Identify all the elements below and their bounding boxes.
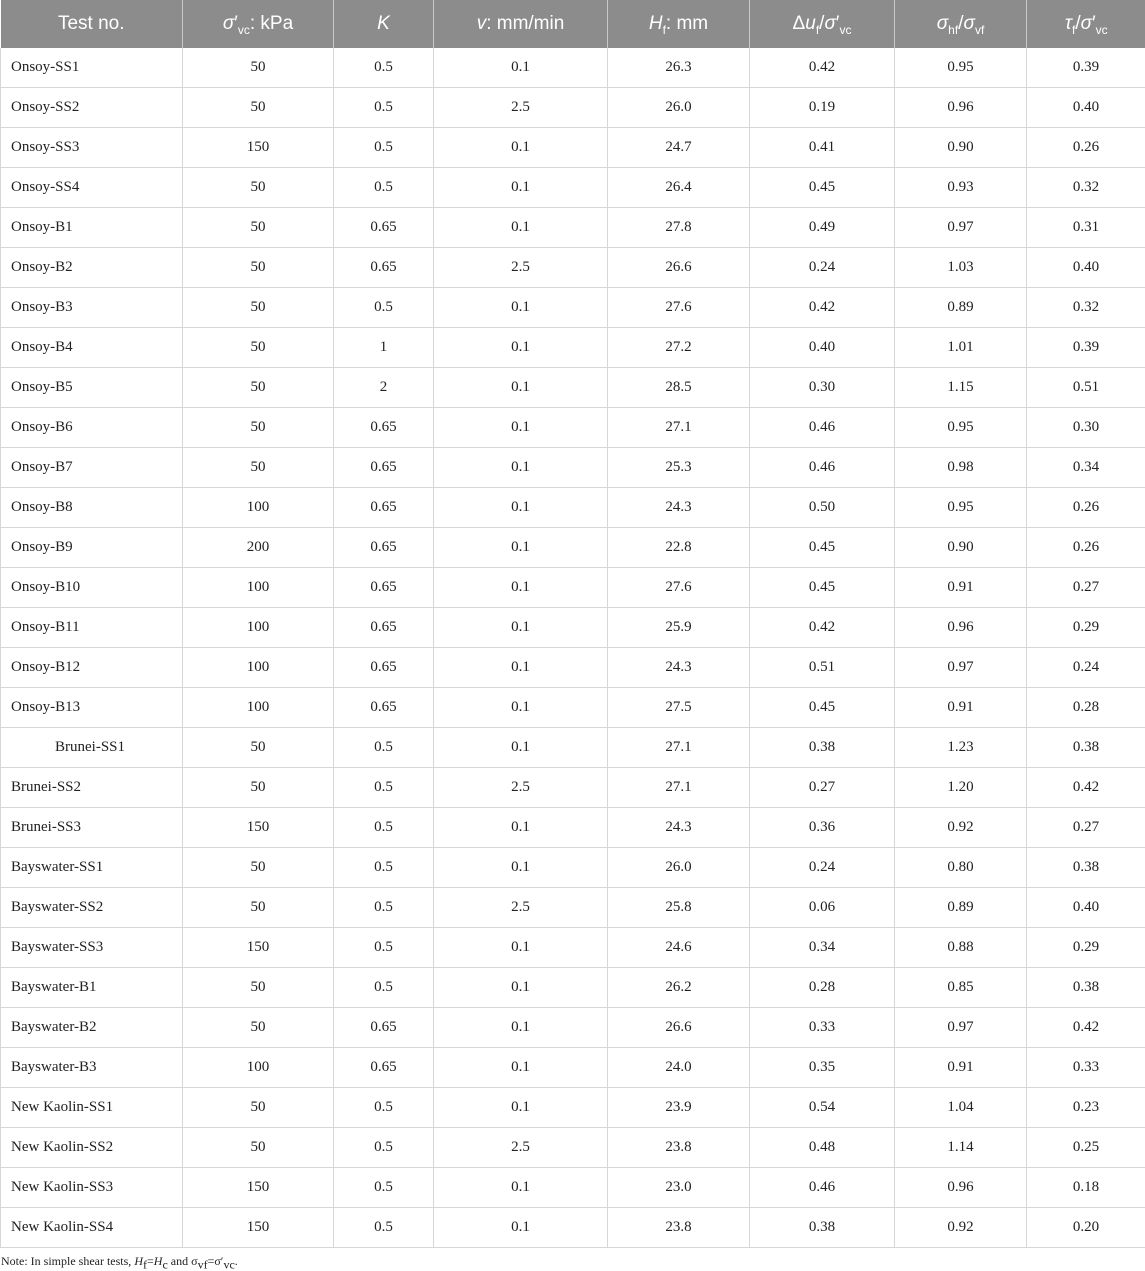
cell-v: 0.1 [434, 608, 608, 648]
cell-tau-f-ratio: 0.39 [1027, 328, 1145, 368]
table-row [1, 368, 1145, 408]
cell-delta-uf-ratio: 0.19 [750, 88, 895, 128]
cell-delta-uf-ratio: 0.50 [750, 488, 895, 528]
cell-sigma-hf-ratio: 0.97 [895, 648, 1027, 688]
table-row [1, 1008, 1145, 1048]
cell-delta-uf-ratio: 0.42 [750, 48, 895, 88]
cell-hf: 26.3 [608, 48, 750, 88]
cell-test-no: Bayswater-B3 [1, 1048, 183, 1088]
cell-sigma-vc: 150 [183, 128, 334, 168]
table-row [1, 1128, 1145, 1168]
cell-v: 0.1 [434, 648, 608, 688]
cell-delta-uf-ratio: 0.45 [750, 568, 895, 608]
cell-delta-uf-ratio: 0.42 [750, 288, 895, 328]
cell-hf: 24.7 [608, 128, 750, 168]
cell-sigma-vc: 100 [183, 488, 334, 528]
cell-sigma-hf-ratio: 1.03 [895, 248, 1027, 288]
cell-hf: 27.1 [608, 728, 750, 768]
cell-sigma-vc: 50 [183, 728, 334, 768]
cell-tau-f-ratio: 0.38 [1027, 848, 1145, 888]
cell-sigma-vc: 50 [183, 208, 334, 248]
cell-sigma-hf-ratio: 0.89 [895, 288, 1027, 328]
table-row [1, 328, 1145, 368]
cell-sigma-vc: 50 [183, 288, 334, 328]
cell-test-no: New Kaolin-SS1 [1, 1088, 183, 1128]
cell-k: 0.5 [334, 288, 434, 328]
cell-delta-uf-ratio: 0.45 [750, 528, 895, 568]
cell-tau-f-ratio: 0.20 [1027, 1208, 1145, 1248]
cell-hf: 27.2 [608, 328, 750, 368]
cell-tau-f-ratio: 0.34 [1027, 448, 1145, 488]
cell-k: 2 [334, 368, 434, 408]
cell-v: 0.1 [434, 728, 608, 768]
cell-tau-f-ratio: 0.33 [1027, 1048, 1145, 1088]
cell-hf: 26.0 [608, 848, 750, 888]
cell-v: 0.1 [434, 928, 608, 968]
cell-sigma-hf-ratio: 1.14 [895, 1128, 1027, 1168]
cell-sigma-vc: 50 [183, 88, 334, 128]
cell-test-no: Onsoy-B7 [1, 448, 183, 488]
cell-test-no: New Kaolin-SS3 [1, 1168, 183, 1208]
cell-delta-uf-ratio: 0.35 [750, 1048, 895, 1088]
cell-sigma-hf-ratio: 0.91 [895, 568, 1027, 608]
cell-hf: 26.0 [608, 88, 750, 128]
cell-delta-uf-ratio: 0.41 [750, 128, 895, 168]
cell-test-no: Onsoy-B9 [1, 528, 183, 568]
cell-test-no: Bayswater-SS3 [1, 928, 183, 968]
cell-test-no: Onsoy-SS2 [1, 88, 183, 128]
header-row [1, 0, 1145, 48]
table-row [1, 1048, 1145, 1088]
cell-v: 0.1 [434, 288, 608, 328]
cell-hf: 25.8 [608, 888, 750, 928]
cell-sigma-hf-ratio: 1.20 [895, 768, 1027, 808]
cell-k: 0.5 [334, 1208, 434, 1248]
table-row [1, 208, 1145, 248]
cell-test-no: Onsoy-B1 [1, 208, 183, 248]
table-row [1, 408, 1145, 448]
table-row [1, 608, 1145, 648]
cell-hf: 27.6 [608, 568, 750, 608]
cell-sigma-vc: 50 [183, 888, 334, 928]
cell-sigma-hf-ratio: 1.15 [895, 368, 1027, 408]
table-row [1, 448, 1145, 488]
cell-hf: 28.5 [608, 368, 750, 408]
cell-tau-f-ratio: 0.29 [1027, 608, 1145, 648]
table-row [1, 1168, 1145, 1208]
cell-test-no: Onsoy-B6 [1, 408, 183, 448]
cell-hf: 27.5 [608, 688, 750, 728]
cell-v: 0.1 [434, 48, 608, 88]
cell-sigma-hf-ratio: 1.04 [895, 1088, 1027, 1128]
cell-sigma-hf-ratio: 0.95 [895, 488, 1027, 528]
cell-k: 0.5 [334, 968, 434, 1008]
table-row [1, 528, 1145, 568]
cell-k: 0.65 [334, 408, 434, 448]
cell-sigma-vc: 150 [183, 1168, 334, 1208]
cell-v: 2.5 [434, 248, 608, 288]
cell-k: 0.65 [334, 208, 434, 248]
table-row [1, 768, 1145, 808]
cell-k: 0.5 [334, 728, 434, 768]
cell-v: 0.1 [434, 208, 608, 248]
cell-hf: 27.8 [608, 208, 750, 248]
cell-delta-uf-ratio: 0.51 [750, 648, 895, 688]
cell-sigma-hf-ratio: 0.92 [895, 1208, 1027, 1248]
cell-delta-uf-ratio: 0.38 [750, 728, 895, 768]
table-row [1, 488, 1145, 528]
cell-tau-f-ratio: 0.32 [1027, 288, 1145, 328]
cell-sigma-vc: 150 [183, 928, 334, 968]
cell-sigma-hf-ratio: 0.96 [895, 608, 1027, 648]
header-hf: $H_f$: mm [608, 0, 750, 48]
cell-delta-uf-ratio: 0.40 [750, 328, 895, 368]
cell-delta-uf-ratio: 0.34 [750, 928, 895, 968]
cell-delta-uf-ratio: 0.24 [750, 248, 895, 288]
cell-k: 0.5 [334, 928, 434, 968]
cell-v: 0.1 [434, 168, 608, 208]
cell-test-no: Bayswater-B1 [1, 968, 183, 1008]
cell-sigma-vc: 200 [183, 528, 334, 568]
cell-hf: 26.2 [608, 968, 750, 1008]
cell-test-no: Bayswater-SS1 [1, 848, 183, 888]
cell-delta-uf-ratio: 0.06 [750, 888, 895, 928]
cell-tau-f-ratio: 0.38 [1027, 968, 1145, 1008]
cell-test-no: Onsoy-B12 [1, 648, 183, 688]
header-sigma-hf-ratio: $\sigma_{hf}/\sigma_{vf}$ [895, 0, 1027, 48]
header-tau-f-ratio: $\tau_f/\sigma'_{vc}$ [1027, 0, 1145, 48]
cell-hf: 27.1 [608, 768, 750, 808]
table-row [1, 568, 1145, 608]
cell-test-no: New Kaolin-SS4 [1, 1208, 183, 1248]
cell-k: 0.65 [334, 688, 434, 728]
table-row [1, 1088, 1145, 1128]
cell-sigma-hf-ratio: 0.97 [895, 1008, 1027, 1048]
cell-sigma-hf-ratio: 0.98 [895, 448, 1027, 488]
cell-sigma-vc: 50 [183, 48, 334, 88]
cell-k: 0.5 [334, 808, 434, 848]
cell-sigma-hf-ratio: 0.95 [895, 48, 1027, 88]
cell-k: 0.5 [334, 768, 434, 808]
cell-delta-uf-ratio: 0.24 [750, 848, 895, 888]
cell-k: 0.65 [334, 448, 434, 488]
cell-delta-uf-ratio: 0.36 [750, 808, 895, 848]
cell-hf: 26.6 [608, 1008, 750, 1048]
cell-hf: 27.1 [608, 408, 750, 448]
cell-hf: 23.0 [608, 1168, 750, 1208]
cell-tau-f-ratio: 0.31 [1027, 208, 1145, 248]
cell-tau-f-ratio: 0.26 [1027, 128, 1145, 168]
cell-sigma-vc: 100 [183, 648, 334, 688]
cell-hf: 23.8 [608, 1208, 750, 1248]
cell-sigma-vc: 100 [183, 608, 334, 648]
cell-k: 0.5 [334, 48, 434, 88]
cell-sigma-hf-ratio: 1.01 [895, 328, 1027, 368]
cell-test-no: Bayswater-SS2 [1, 888, 183, 928]
table-row [1, 248, 1145, 288]
cell-sigma-hf-ratio: 0.80 [895, 848, 1027, 888]
cell-hf: 27.6 [608, 288, 750, 328]
cell-hf: 26.4 [608, 168, 750, 208]
cell-v: 0.1 [434, 128, 608, 168]
header-delta-uf-ratio: $\Delta u_f/\sigma'_{vc}$ [750, 0, 895, 48]
cell-delta-uf-ratio: 0.28 [750, 968, 895, 1008]
cell-sigma-hf-ratio: 0.91 [895, 688, 1027, 728]
cell-tau-f-ratio: 0.42 [1027, 768, 1145, 808]
cell-v: 0.1 [434, 848, 608, 888]
cell-sigma-hf-ratio: 0.89 [895, 888, 1027, 928]
cell-tau-f-ratio: 0.26 [1027, 528, 1145, 568]
cell-sigma-vc: 100 [183, 688, 334, 728]
cell-sigma-vc: 50 [183, 408, 334, 448]
cell-hf: 26.6 [608, 248, 750, 288]
cell-k: 0.5 [334, 88, 434, 128]
cell-delta-uf-ratio: 0.46 [750, 408, 895, 448]
cell-tau-f-ratio: 0.27 [1027, 808, 1145, 848]
cell-v: 0.1 [434, 1008, 608, 1048]
cell-sigma-hf-ratio: 0.90 [895, 528, 1027, 568]
cell-v: 2.5 [434, 768, 608, 808]
cell-test-no: Onsoy-B13 [1, 688, 183, 728]
cell-sigma-vc: 150 [183, 808, 334, 848]
cell-test-no: Brunei-SS1 [1, 728, 183, 768]
cell-delta-uf-ratio: 0.54 [750, 1088, 895, 1128]
cell-sigma-vc: 50 [183, 168, 334, 208]
cell-test-no: Bayswater-B2 [1, 1008, 183, 1048]
cell-tau-f-ratio: 0.23 [1027, 1088, 1145, 1128]
cell-delta-uf-ratio: 0.46 [750, 1168, 895, 1208]
cell-k: 0.5 [334, 1128, 434, 1168]
table-row [1, 728, 1145, 768]
cell-sigma-hf-ratio: 0.91 [895, 1048, 1027, 1088]
table-row [1, 288, 1145, 328]
cell-delta-uf-ratio: 0.27 [750, 768, 895, 808]
cell-v: 0.1 [434, 448, 608, 488]
table-row [1, 648, 1145, 688]
table-note: Note: In simple shear tests, $H_f=H_c$ and $\sigma_{vf}=\sigma'_{vc}$. [0, 1248, 1145, 1269]
table-row [1, 968, 1145, 1008]
cell-tau-f-ratio: 0.18 [1027, 1168, 1145, 1208]
cell-sigma-vc: 50 [183, 968, 334, 1008]
cell-k: 0.5 [334, 888, 434, 928]
cell-v: 0.1 [434, 1088, 608, 1128]
cell-v: 0.1 [434, 1208, 608, 1248]
cell-tau-f-ratio: 0.26 [1027, 488, 1145, 528]
cell-v: 0.1 [434, 1048, 608, 1088]
cell-k: 0.65 [334, 1008, 434, 1048]
cell-tau-f-ratio: 0.32 [1027, 168, 1145, 208]
cell-sigma-vc: 50 [183, 1008, 334, 1048]
cell-v: 2.5 [434, 1128, 608, 1168]
cell-k: 0.5 [334, 848, 434, 888]
cell-hf: 23.9 [608, 1088, 750, 1128]
cell-delta-uf-ratio: 0.42 [750, 608, 895, 648]
cell-delta-uf-ratio: 0.38 [750, 1208, 895, 1248]
cell-k: 0.65 [334, 568, 434, 608]
cell-k: 1 [334, 328, 434, 368]
cell-test-no: Brunei-SS2 [1, 768, 183, 808]
cell-k: 0.65 [334, 608, 434, 648]
cell-tau-f-ratio: 0.28 [1027, 688, 1145, 728]
cell-sigma-hf-ratio: 0.93 [895, 168, 1027, 208]
cell-sigma-vc: 50 [183, 848, 334, 888]
cell-test-no: Brunei-SS3 [1, 808, 183, 848]
cell-delta-uf-ratio: 0.48 [750, 1128, 895, 1168]
cell-test-no: Onsoy-B3 [1, 288, 183, 328]
cell-sigma-vc: 50 [183, 1088, 334, 1128]
cell-v: 2.5 [434, 88, 608, 128]
cell-tau-f-ratio: 0.27 [1027, 568, 1145, 608]
cell-test-no: Onsoy-B10 [1, 568, 183, 608]
cell-test-no: Onsoy-B8 [1, 488, 183, 528]
table-row [1, 1208, 1145, 1248]
cell-hf: 24.3 [608, 488, 750, 528]
header-v: v: mm/min [434, 0, 608, 48]
cell-v: 0.1 [434, 1168, 608, 1208]
cell-sigma-vc: 150 [183, 1208, 334, 1248]
cell-sigma-hf-ratio: 0.96 [895, 1168, 1027, 1208]
cell-v: 0.1 [434, 528, 608, 568]
cell-sigma-vc: 100 [183, 568, 334, 608]
cell-sigma-vc: 50 [183, 1128, 334, 1168]
cell-tau-f-ratio: 0.29 [1027, 928, 1145, 968]
cell-hf: 24.3 [608, 648, 750, 688]
cell-v: 0.1 [434, 408, 608, 448]
table-row [1, 688, 1145, 728]
table-row [1, 848, 1145, 888]
table-row [1, 128, 1145, 168]
cell-k: 0.65 [334, 1048, 434, 1088]
cell-delta-uf-ratio: 0.45 [750, 688, 895, 728]
cell-sigma-hf-ratio: 0.95 [895, 408, 1027, 448]
cell-test-no: Onsoy-SS4 [1, 168, 183, 208]
cell-tau-f-ratio: 0.40 [1027, 888, 1145, 928]
cell-k: 0.65 [334, 248, 434, 288]
cell-v: 0.1 [434, 368, 608, 408]
cell-hf: 24.6 [608, 928, 750, 968]
cell-hf: 25.3 [608, 448, 750, 488]
cell-v: 0.1 [434, 488, 608, 528]
cell-tau-f-ratio: 0.30 [1027, 408, 1145, 448]
cell-sigma-vc: 50 [183, 328, 334, 368]
cell-delta-uf-ratio: 0.45 [750, 168, 895, 208]
cell-delta-uf-ratio: 0.33 [750, 1008, 895, 1048]
cell-test-no: Onsoy-SS3 [1, 128, 183, 168]
cell-v: 2.5 [434, 888, 608, 928]
cell-sigma-hf-ratio: 0.88 [895, 928, 1027, 968]
cell-v: 0.1 [434, 968, 608, 1008]
cell-sigma-hf-ratio: 0.96 [895, 88, 1027, 128]
cell-sigma-vc: 50 [183, 248, 334, 288]
cell-k: 0.65 [334, 488, 434, 528]
cell-hf: 25.9 [608, 608, 750, 648]
header-k: K [334, 0, 434, 48]
header-test-no: Test no. [1, 0, 183, 48]
cell-tau-f-ratio: 0.24 [1027, 648, 1145, 688]
cell-test-no: New Kaolin-SS2 [1, 1128, 183, 1168]
cell-v: 0.1 [434, 808, 608, 848]
cell-v: 0.1 [434, 688, 608, 728]
cell-tau-f-ratio: 0.42 [1027, 1008, 1145, 1048]
cell-tau-f-ratio: 0.38 [1027, 728, 1145, 768]
cell-v: 0.1 [434, 328, 608, 368]
cell-tau-f-ratio: 0.25 [1027, 1128, 1145, 1168]
cell-hf: 24.3 [608, 808, 750, 848]
cell-sigma-vc: 50 [183, 368, 334, 408]
cell-tau-f-ratio: 0.51 [1027, 368, 1145, 408]
cell-hf: 24.0 [608, 1048, 750, 1088]
cell-sigma-hf-ratio: 0.92 [895, 808, 1027, 848]
table-body [1, 48, 1145, 1248]
cell-sigma-hf-ratio: 0.90 [895, 128, 1027, 168]
cell-sigma-vc: 50 [183, 768, 334, 808]
cell-test-no: Onsoy-B5 [1, 368, 183, 408]
cell-k: 0.5 [334, 1088, 434, 1128]
cell-k: 0.5 [334, 128, 434, 168]
cell-hf: 23.8 [608, 1128, 750, 1168]
cell-k: 0.5 [334, 168, 434, 208]
table-row [1, 928, 1145, 968]
table-row [1, 88, 1145, 128]
cell-sigma-hf-ratio: 1.23 [895, 728, 1027, 768]
cell-sigma-vc: 100 [183, 1048, 334, 1088]
cell-tau-f-ratio: 0.40 [1027, 248, 1145, 288]
cell-test-no: Onsoy-B2 [1, 248, 183, 288]
cell-delta-uf-ratio: 0.49 [750, 208, 895, 248]
table-row [1, 888, 1145, 928]
cell-delta-uf-ratio: 0.30 [750, 368, 895, 408]
cell-k: 0.65 [334, 528, 434, 568]
cell-delta-uf-ratio: 0.46 [750, 448, 895, 488]
cell-tau-f-ratio: 0.39 [1027, 48, 1145, 88]
cell-test-no: Onsoy-SS1 [1, 48, 183, 88]
cell-v: 0.1 [434, 568, 608, 608]
cell-k: 0.5 [334, 1168, 434, 1208]
cell-sigma-vc: 50 [183, 448, 334, 488]
table-row [1, 808, 1145, 848]
cell-tau-f-ratio: 0.40 [1027, 88, 1145, 128]
cell-sigma-hf-ratio: 0.97 [895, 208, 1027, 248]
cell-k: 0.65 [334, 648, 434, 688]
table-row [1, 48, 1145, 88]
cell-test-no: Onsoy-B4 [1, 328, 183, 368]
cell-hf: 22.8 [608, 528, 750, 568]
cell-test-no: Onsoy-B11 [1, 608, 183, 648]
header-sigma-vc: $\sigma'_{vc}$: kPa [183, 0, 334, 48]
table-row [1, 168, 1145, 208]
cell-sigma-hf-ratio: 0.85 [895, 968, 1027, 1008]
